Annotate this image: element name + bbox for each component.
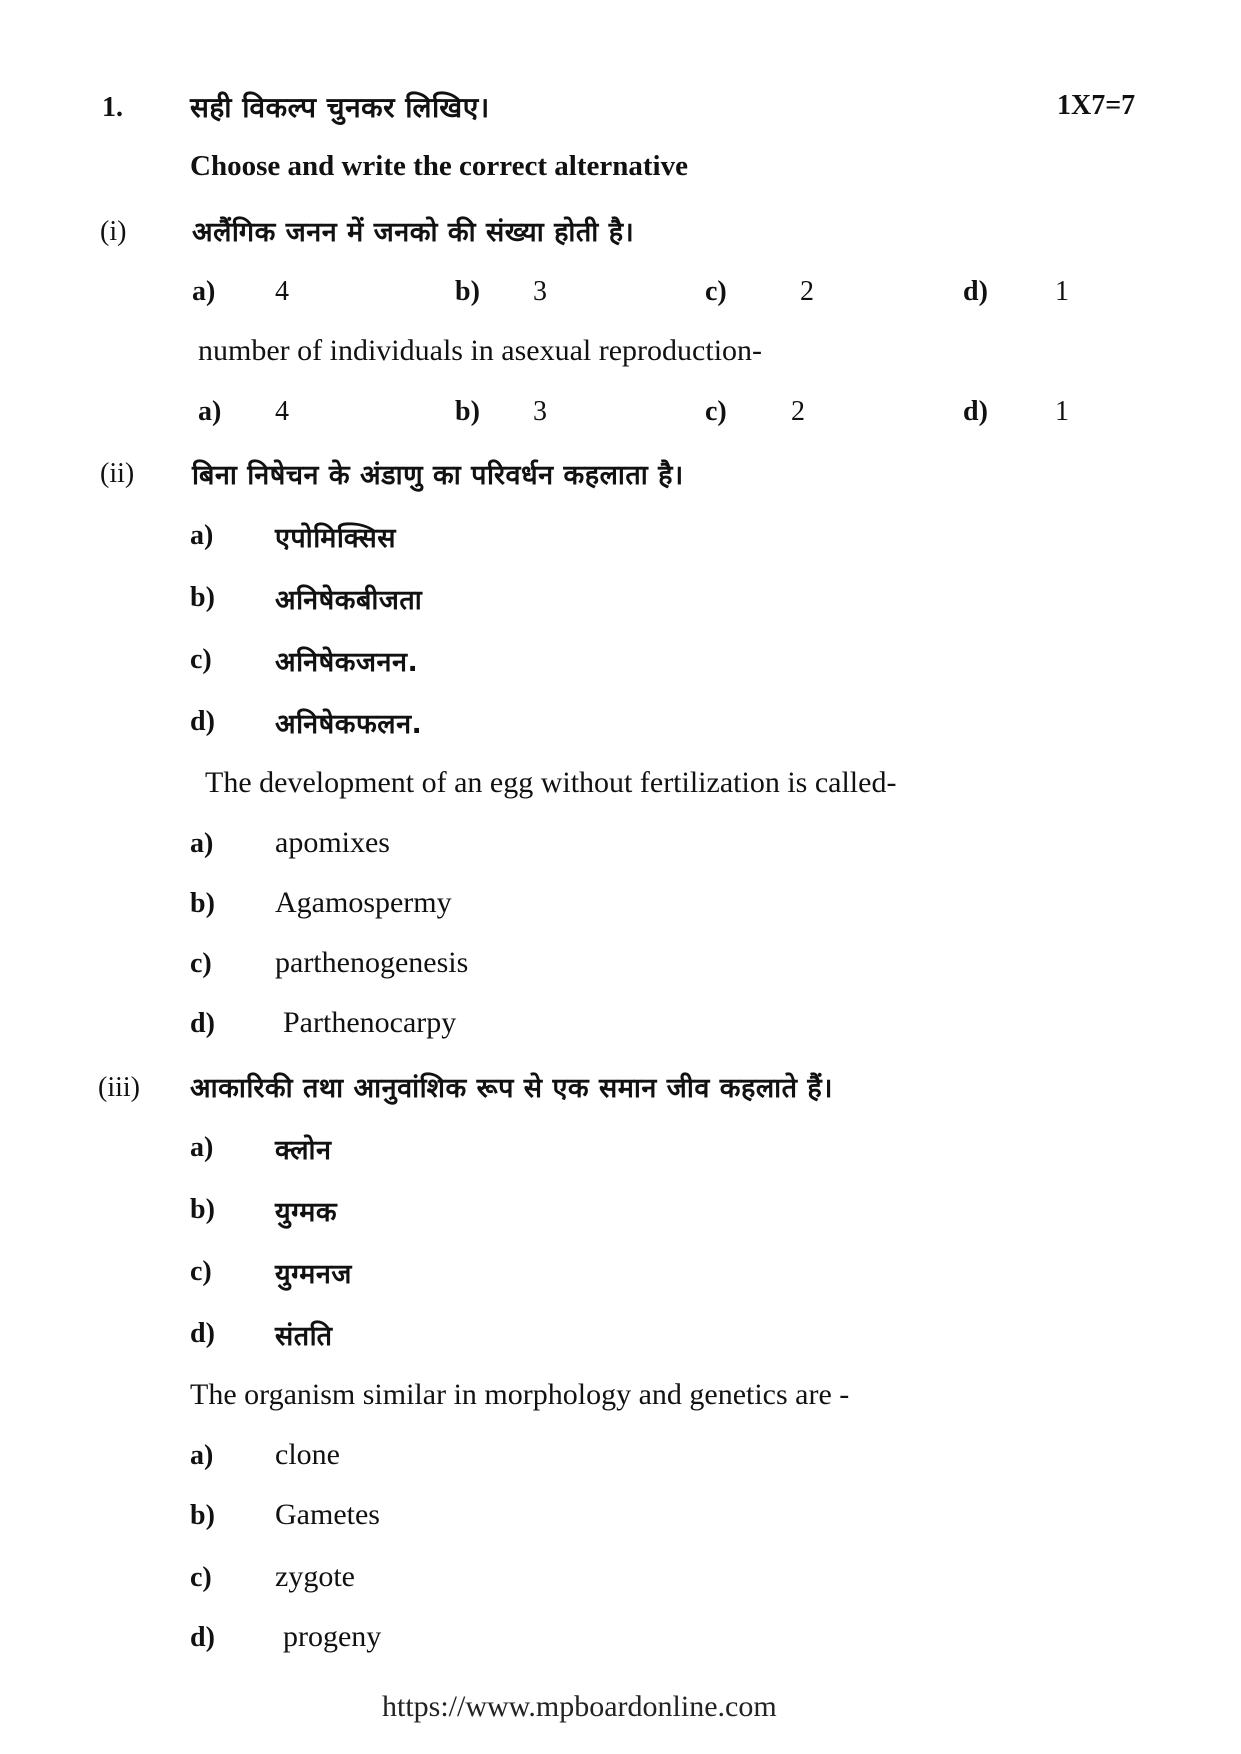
option-text: 4 <box>275 396 289 427</box>
option-label: a) <box>190 1132 214 1163</box>
part-label: (ii) <box>100 458 135 489</box>
part-label: (iii) <box>98 1072 140 1103</box>
option-text: parthenogenesis <box>275 946 469 979</box>
option-label: a) <box>190 1440 214 1471</box>
option-text: 3 <box>533 276 547 307</box>
option-text: युग्मक <box>275 1197 338 1228</box>
option-text: zygote <box>275 1560 355 1593</box>
option-text: अनिषेकजनन. <box>275 647 419 678</box>
option-label: d) <box>190 1622 215 1653</box>
option-text: 1 <box>1055 396 1069 427</box>
option-label: c) <box>190 1562 212 1593</box>
option-label: a) <box>190 520 214 551</box>
part-label: (i) <box>100 216 127 247</box>
option-text: 2 <box>800 276 814 307</box>
option-label: d) <box>190 706 215 737</box>
option-label: c) <box>190 644 212 675</box>
question-english: The organism similar in morphology and genetics are - <box>190 1378 850 1411</box>
option-text: clone <box>275 1438 340 1471</box>
option-label: b) <box>190 1500 215 1531</box>
question-hindi: अलैंगिक जनन में जनको की संख्या होती है। <box>192 217 635 248</box>
option-label: d) <box>963 396 988 427</box>
option-label: d) <box>190 1318 215 1349</box>
option-label: c) <box>190 948 212 979</box>
option-label: c) <box>190 1256 212 1287</box>
option-label: c) <box>705 396 727 427</box>
option-label: b) <box>190 582 215 613</box>
option-text: 3 <box>533 396 547 427</box>
question-number: 1. <box>102 92 123 123</box>
option-label: c) <box>705 276 727 307</box>
option-label: b) <box>190 1194 215 1225</box>
question-title-english: Choose and write the correct alternative <box>190 150 688 182</box>
option-label: a) <box>198 396 222 427</box>
question-hindi: आकारिकी तथा आनुवांशिक रूप से एक समान जीव कहलाते हैं। <box>190 1073 833 1104</box>
option-text: Parthenocarpy <box>283 1006 457 1039</box>
option-text: 4 <box>275 276 289 307</box>
option-text: युग्मनज <box>275 1259 352 1290</box>
option-label: b) <box>455 396 480 427</box>
option-text: 2 <box>791 396 805 427</box>
question-english: The development of an egg without fertilization is called- <box>205 766 897 799</box>
option-text: संतति <box>275 1321 333 1352</box>
option-label: b) <box>190 888 215 919</box>
option-label: a) <box>190 828 214 859</box>
question-title-hindi: सही विकल्प चुनकर लिखिए। <box>190 91 490 124</box>
option-text: 1 <box>1055 276 1069 307</box>
option-label: d) <box>190 1008 215 1039</box>
option-text: apomixes <box>275 826 390 859</box>
option-label: a) <box>192 276 216 307</box>
option-text: Agamospermy <box>275 886 452 919</box>
option-label: b) <box>455 276 480 307</box>
option-text: progeny <box>283 1620 382 1653</box>
option-text: क्लोन <box>275 1135 332 1166</box>
option-text: अनिषेकबीजता <box>275 585 423 616</box>
marks: 1X7=7 <box>1057 90 1136 121</box>
option-label: d) <box>963 276 988 307</box>
question-hindi: बिना निषेचन के अंडाणु का परिवर्धन कहलाता है। <box>192 460 684 491</box>
question-english: number of individuals in asexual reproduction- <box>198 334 763 367</box>
option-text: Gametes <box>275 1498 380 1531</box>
footer-url[interactable]: https://www.mpboardonline.com <box>382 1690 777 1723</box>
option-text: अनिषेकफलन. <box>275 709 423 740</box>
option-text: एपोमिक्सिस <box>275 523 396 554</box>
